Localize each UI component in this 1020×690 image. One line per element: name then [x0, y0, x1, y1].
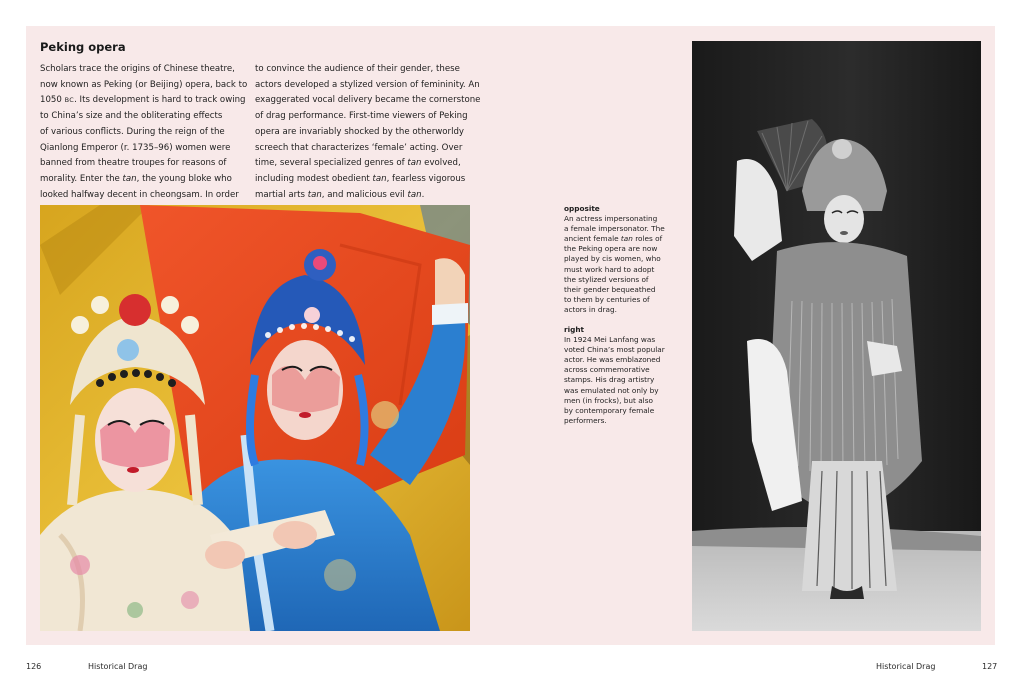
caption-line: the stylized versions of — [564, 274, 649, 284]
body-line: time, several specialized genres of tan evolved, — [255, 158, 461, 169]
caption-line: was emulated not only by — [564, 385, 659, 395]
caption-line: actors in drag. — [564, 304, 617, 314]
caption-line: actor. He was emblazoned — [564, 355, 661, 365]
caption-line: played by cis women, who — [564, 254, 661, 264]
caption-line: across commemorative — [564, 365, 650, 375]
caption-label: right — [564, 325, 585, 334]
running-head-left: Historical Drag — [88, 662, 148, 671]
caption-line: performers. — [564, 415, 607, 425]
caption-line: An actress impersonating — [564, 214, 658, 224]
caption-line: stamps. His drag artistry — [564, 375, 655, 385]
caption-line: men (in frocks), but also — [564, 395, 653, 405]
caption-line: a female impersonator. The — [564, 224, 665, 234]
body-text-column-1 — [40, 62, 248, 203]
caption-line: by contemporary female — [564, 405, 655, 415]
body-line: looked halfway decent in cheongsam. In order — [40, 189, 239, 200]
running-head-right: Historical Drag — [876, 662, 936, 671]
body-line: of drag performance. First-time viewers of Peking — [255, 111, 468, 122]
body-line: actors developed a stylized version of femininity. An — [255, 79, 480, 90]
body-line: to convince the audience of their gender, these — [255, 64, 460, 74]
body-line: screech that characterizes ‘female’ acting. Over — [255, 142, 463, 153]
body-line: now known as Peking (or Beijing) opera, back to — [40, 79, 248, 90]
body-line: Qianlong Emperor (r. 1735–96) women were — [40, 142, 231, 153]
body-line: banned from theatre troupes for reasons of — [40, 158, 227, 169]
caption-line: ancient female tan roles of — [564, 234, 663, 244]
caption-line: voted China’s most popular — [564, 345, 665, 355]
body-line: morality. Enter the tan, the young bloke who — [40, 173, 232, 184]
body-line: 1050 BC. Its development is hard to track owing — [40, 95, 246, 106]
body-line: martial arts tan, and malicious evil tan. — [255, 189, 425, 200]
caption-line: their gender bequeathed — [564, 284, 656, 294]
caption-line: In 1924 Mei Lanfang was — [564, 335, 656, 345]
mei-lanfang-portrait-photo — [692, 41, 981, 631]
body-line: Scholars trace the origins of Chinese theatre, — [40, 64, 235, 74]
caption-line: must work hard to adopt — [564, 264, 655, 274]
caption-opposite — [564, 204, 676, 315]
opera-performers-photo — [40, 205, 470, 631]
caption-label: opposite — [564, 204, 600, 213]
page-number-right: 127 — [982, 662, 998, 671]
caption-line: to them by centuries of — [564, 294, 650, 304]
body-line: to China’s size and the obliterating effects — [40, 111, 223, 122]
body-line: of various conflicts. During the reign of the — [40, 126, 225, 137]
body-line: opera are invariably shocked by the otherworldy — [255, 126, 464, 137]
body-text-column-2 — [255, 62, 481, 203]
body-line: including modest obedient tan, fearless vigorous — [255, 173, 466, 184]
page-number-left: 126 — [26, 662, 42, 671]
caption-right — [564, 325, 676, 426]
section-heading: Peking opera — [40, 40, 126, 54]
body-line: exaggerated vocal delivery became the cornerstone — [255, 95, 481, 106]
caption-line: the Peking opera are now — [564, 244, 658, 254]
